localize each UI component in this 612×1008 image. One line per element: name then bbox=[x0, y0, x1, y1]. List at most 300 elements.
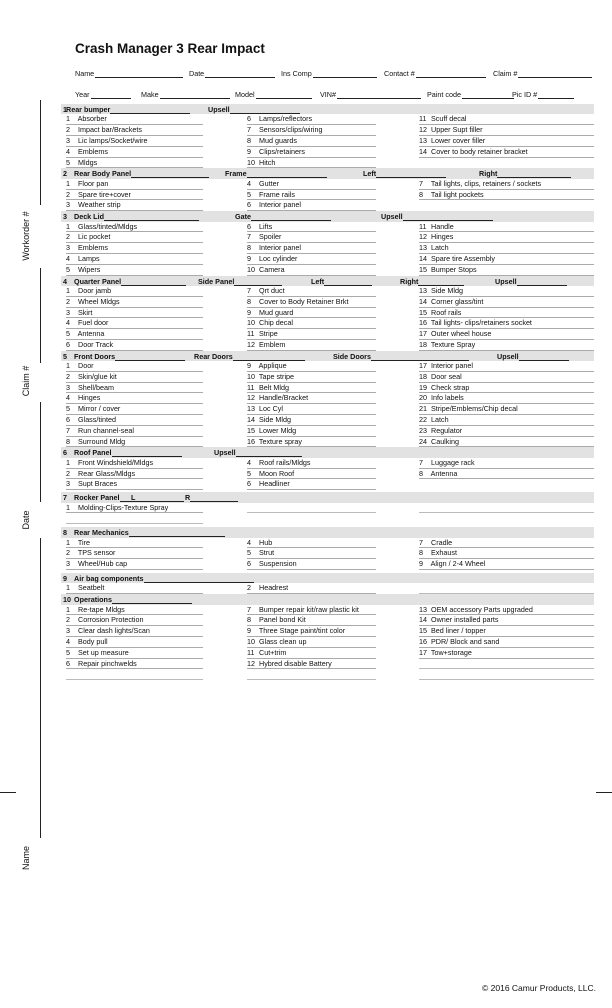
item-label: Door seal bbox=[431, 371, 462, 381]
blank-line[interactable] bbox=[247, 503, 376, 514]
section-extra-line[interactable] bbox=[497, 171, 571, 178]
checklist-item[interactable] bbox=[247, 243, 376, 254]
checklist-item[interactable] bbox=[247, 136, 376, 147]
checklist-item[interactable] bbox=[247, 179, 376, 190]
item-number: 14 bbox=[247, 415, 255, 425]
item-number: 3 bbox=[66, 626, 70, 636]
checklist-item[interactable] bbox=[247, 648, 376, 659]
item-label: Stripe/Emblems/Chip decal bbox=[431, 404, 518, 414]
checklist-item[interactable] bbox=[419, 415, 594, 426]
checklist-item[interactable] bbox=[66, 469, 203, 480]
item-number: 8 bbox=[247, 296, 251, 306]
item-number: 5 bbox=[247, 548, 251, 558]
section-extra-line[interactable] bbox=[233, 354, 305, 361]
checklist-item[interactable] bbox=[66, 125, 203, 136]
item-label: Seatbelt bbox=[78, 583, 105, 593]
section-number: 3 bbox=[63, 212, 67, 222]
checklist-item[interactable] bbox=[419, 114, 594, 125]
checklist-item[interactable] bbox=[66, 361, 203, 372]
item-number: 5 bbox=[66, 404, 70, 414]
item-number: 3 bbox=[66, 479, 70, 489]
section-4-row bbox=[61, 286, 594, 297]
checklist-item[interactable] bbox=[247, 383, 376, 394]
checklist-item[interactable] bbox=[247, 232, 376, 243]
checklist-item[interactable] bbox=[247, 297, 376, 308]
checklist-item[interactable] bbox=[419, 318, 594, 329]
checklist-item[interactable] bbox=[66, 318, 203, 329]
item-number: 2 bbox=[247, 583, 251, 593]
side-rule-mid2 bbox=[40, 402, 41, 502]
item-number: 3 bbox=[66, 135, 70, 145]
section-3-row bbox=[61, 265, 594, 276]
checklist-item[interactable] bbox=[66, 583, 203, 594]
section-extra-label: Right bbox=[479, 169, 498, 179]
checklist-item[interactable] bbox=[419, 559, 594, 570]
item-number: 9 bbox=[247, 361, 251, 371]
fold-mark-left bbox=[0, 792, 16, 793]
section-2-row bbox=[61, 200, 594, 211]
checklist-item[interactable] bbox=[419, 243, 594, 254]
checklist-item[interactable] bbox=[66, 415, 203, 426]
checklist-item[interactable] bbox=[247, 222, 376, 233]
item-number: 11 bbox=[419, 114, 427, 124]
item-number: 16 bbox=[247, 436, 255, 446]
checklist-item[interactable] bbox=[419, 190, 594, 201]
blank-line[interactable] bbox=[419, 583, 594, 594]
item-label: Emblems bbox=[78, 243, 108, 253]
checklist-item[interactable] bbox=[419, 265, 594, 276]
item-label: Lamps/reflectors bbox=[259, 114, 313, 124]
item-number: 4 bbox=[247, 457, 251, 467]
section-extra-line[interactable] bbox=[403, 214, 493, 221]
item-number: 1 bbox=[66, 604, 70, 614]
item-label: Weather strip bbox=[78, 200, 121, 210]
item-label: Cut+trim bbox=[259, 647, 287, 657]
item-label: Body pull bbox=[78, 636, 108, 646]
checklist-item[interactable] bbox=[247, 615, 376, 626]
checklist-item[interactable] bbox=[66, 637, 203, 648]
item-label: Texture Spray bbox=[430, 339, 476, 349]
checklist-item[interactable] bbox=[247, 329, 376, 340]
paint-code-field[interactable]: Paint code bbox=[427, 90, 514, 99]
section-3-row bbox=[61, 254, 594, 265]
item-number: 2 bbox=[66, 189, 70, 199]
section-extra-label: Upsell bbox=[495, 276, 517, 286]
section-header-8 bbox=[61, 527, 594, 537]
item-label: Bed liner / topper bbox=[431, 626, 486, 636]
checklist-item[interactable] bbox=[419, 404, 594, 415]
checklist-item[interactable] bbox=[247, 538, 376, 549]
vin-field[interactable]: VIN# bbox=[320, 90, 421, 99]
section-4-row bbox=[61, 297, 594, 308]
checklist-item[interactable] bbox=[419, 286, 594, 297]
checklist-item[interactable] bbox=[247, 404, 376, 415]
section-header-10 bbox=[61, 594, 594, 604]
item-label: Cradle bbox=[431, 537, 453, 547]
section-1-row bbox=[61, 147, 594, 158]
checklist-item[interactable] bbox=[247, 637, 376, 648]
item-number: 5 bbox=[66, 647, 70, 657]
item-label: Door bbox=[78, 361, 94, 371]
checklist-item[interactable] bbox=[66, 372, 203, 383]
section-1-row bbox=[61, 136, 594, 147]
checklist-item[interactable] bbox=[66, 254, 203, 265]
item-number: 1 bbox=[66, 537, 70, 547]
item-label: Regulator bbox=[431, 425, 463, 435]
checklist-item[interactable] bbox=[66, 559, 203, 570]
item-number: 4 bbox=[66, 318, 70, 328]
checklist-item[interactable] bbox=[66, 308, 203, 319]
year-field[interactable]: Year bbox=[75, 90, 131, 99]
checklist-item[interactable] bbox=[66, 265, 203, 276]
section-extra-line[interactable] bbox=[324, 279, 372, 286]
checklist-item[interactable] bbox=[247, 125, 376, 136]
date-field[interactable]: Date bbox=[189, 69, 275, 78]
item-number: 2 bbox=[66, 232, 70, 242]
checklist-item[interactable] bbox=[419, 437, 594, 448]
checklist-item[interactable] bbox=[419, 469, 594, 480]
item-number: 17 bbox=[419, 329, 427, 339]
item-label: Front Windshield/Mldgs bbox=[78, 457, 154, 467]
checklist-item[interactable] bbox=[247, 426, 376, 437]
item-label: Outer wheel house bbox=[431, 329, 492, 339]
section-title-line[interactable] bbox=[110, 107, 190, 114]
item-number: 11 bbox=[247, 329, 255, 339]
section-extra-line[interactable] bbox=[251, 214, 331, 221]
section-6-row bbox=[61, 479, 594, 490]
section-extra-field bbox=[495, 277, 567, 286]
section-10-row bbox=[61, 669, 594, 680]
item-label: Run channel-seal bbox=[78, 425, 134, 435]
item-number: 17 bbox=[419, 647, 427, 657]
checklist-item[interactable] bbox=[419, 626, 594, 637]
item-number: 4 bbox=[66, 636, 70, 646]
checklist-item[interactable] bbox=[66, 190, 203, 201]
item-label: Bumper repair kit/raw plastic kit bbox=[259, 604, 359, 614]
checklist-item[interactable] bbox=[66, 329, 203, 340]
section-header-9 bbox=[61, 573, 594, 583]
item-label: Side Mldg bbox=[431, 285, 463, 295]
blank-line[interactable] bbox=[419, 659, 594, 670]
section-title-line[interactable] bbox=[144, 576, 254, 583]
section-extra-label: Side Doors bbox=[333, 351, 371, 361]
section-2-row bbox=[61, 190, 594, 201]
claim-field[interactable]: Claim # bbox=[493, 69, 592, 78]
section-title-line[interactable] bbox=[104, 214, 199, 221]
blank-line[interactable] bbox=[66, 669, 203, 680]
item-label: Three Stage paint/tint color bbox=[258, 626, 346, 636]
section-1-row bbox=[61, 114, 594, 125]
section-title-line[interactable] bbox=[112, 450, 182, 457]
header-row-1 bbox=[75, 69, 595, 81]
item-number: 1 bbox=[66, 361, 70, 371]
item-number: 3 bbox=[66, 307, 70, 317]
item-label: PDR/ Block and sand bbox=[431, 636, 500, 646]
section-extra-label: Upsell bbox=[497, 351, 519, 361]
checklist-item[interactable] bbox=[419, 426, 594, 437]
checklist-item[interactable] bbox=[247, 393, 376, 404]
checklist-item[interactable] bbox=[419, 329, 594, 340]
section-4-row bbox=[61, 329, 594, 340]
section-10-row bbox=[61, 637, 594, 648]
checklist-item[interactable] bbox=[247, 548, 376, 559]
blank-line[interactable] bbox=[247, 669, 376, 680]
section-extra-field bbox=[185, 493, 238, 502]
item-label: Lic lamps/Socket/wire bbox=[78, 135, 148, 145]
item-number: 8 bbox=[247, 243, 251, 253]
item-number: 3 bbox=[66, 200, 70, 210]
checklist-item[interactable] bbox=[247, 583, 376, 594]
section-7-row bbox=[61, 503, 594, 514]
checklist-item[interactable] bbox=[247, 479, 376, 490]
checklist-item[interactable] bbox=[66, 147, 203, 158]
item-number: 7 bbox=[247, 125, 251, 135]
checklist-item[interactable] bbox=[66, 340, 203, 351]
checklist-item[interactable] bbox=[66, 114, 203, 125]
checklist-item[interactable] bbox=[247, 190, 376, 201]
checklist-item[interactable] bbox=[247, 469, 376, 480]
item-number: 10 bbox=[247, 264, 255, 274]
checklist-item[interactable] bbox=[66, 479, 203, 490]
item-number: 1 bbox=[66, 178, 70, 188]
item-number: 15 bbox=[419, 626, 427, 636]
checklist-item[interactable] bbox=[66, 605, 203, 616]
checklist-item[interactable] bbox=[247, 361, 376, 372]
checklist-item[interactable] bbox=[419, 605, 594, 616]
section-number: 10 bbox=[63, 595, 71, 605]
checklist-item[interactable] bbox=[66, 393, 203, 404]
checklist-item[interactable] bbox=[247, 626, 376, 637]
item-number: 8 bbox=[247, 615, 251, 625]
fold-mark-right bbox=[596, 792, 612, 793]
section-title-line[interactable] bbox=[121, 279, 186, 286]
section-extra-label: Left bbox=[363, 169, 377, 179]
checklist-item[interactable] bbox=[247, 415, 376, 426]
section-extra-line[interactable] bbox=[376, 171, 446, 178]
section-extra-line[interactable] bbox=[190, 495, 238, 502]
item-label: Headrest bbox=[259, 583, 289, 593]
section-extra-field bbox=[198, 277, 282, 286]
checklist-item[interactable] bbox=[419, 361, 594, 372]
checklist-item[interactable] bbox=[66, 222, 203, 233]
checklist-item[interactable] bbox=[247, 659, 376, 670]
section-title bbox=[66, 105, 190, 114]
checklist-item[interactable] bbox=[419, 308, 594, 319]
checklist-item[interactable] bbox=[66, 659, 203, 670]
item-number: 1 bbox=[66, 285, 70, 295]
model-field[interactable]: Model bbox=[235, 90, 312, 99]
checklist-item[interactable] bbox=[247, 286, 376, 297]
checklist-item[interactable] bbox=[66, 158, 203, 169]
section-title-text: Deck Lid bbox=[74, 212, 104, 222]
item-label: Floor pan bbox=[78, 178, 109, 188]
item-label: Info labels bbox=[431, 393, 464, 403]
checklist-item[interactable] bbox=[247, 372, 376, 383]
checklist-item[interactable] bbox=[66, 383, 203, 394]
item-label: Wipers bbox=[78, 264, 101, 274]
item-label: Absorber bbox=[77, 114, 107, 124]
checklist-item[interactable] bbox=[419, 383, 594, 394]
blank-line[interactable] bbox=[66, 513, 203, 524]
name-field[interactable]: Name bbox=[75, 69, 183, 78]
section-extra-label: Left bbox=[311, 276, 325, 286]
section-title-line[interactable] bbox=[115, 354, 185, 361]
section-10-row bbox=[61, 648, 594, 659]
checklist-item[interactable] bbox=[66, 426, 203, 437]
checklist-item[interactable] bbox=[247, 147, 376, 158]
item-label: Exhaust bbox=[431, 548, 457, 558]
item-label: Emblem bbox=[259, 339, 286, 349]
item-number: 11 bbox=[247, 647, 255, 657]
item-label: Corner glass/tint bbox=[431, 296, 484, 306]
item-label: Spoiler bbox=[259, 232, 282, 242]
checklist-item[interactable] bbox=[247, 200, 376, 211]
checklist-item[interactable] bbox=[247, 605, 376, 616]
section-title bbox=[74, 574, 254, 583]
item-label: Suspension bbox=[259, 559, 297, 569]
checklist-item[interactable] bbox=[419, 548, 594, 559]
section-extra-line[interactable] bbox=[247, 171, 327, 178]
section-extra-line[interactable] bbox=[371, 354, 469, 361]
checklist-item[interactable] bbox=[66, 232, 203, 243]
section-title-line[interactable] bbox=[112, 597, 192, 604]
checklist-item[interactable] bbox=[66, 136, 203, 147]
section-extra-field bbox=[311, 277, 372, 286]
item-label: Handle/Bracket bbox=[259, 393, 309, 403]
section-title-text: Roof Panel bbox=[74, 448, 112, 458]
item-label: Repair pinchwelds bbox=[78, 658, 137, 668]
ins-comp-field[interactable]: Ins Comp bbox=[281, 69, 377, 78]
checklist-item[interactable] bbox=[419, 254, 594, 265]
checklist-item[interactable] bbox=[66, 243, 203, 254]
item-label: Emblems bbox=[78, 146, 108, 156]
item-label: Lamps bbox=[78, 253, 100, 263]
section-title-line[interactable] bbox=[129, 530, 225, 537]
section-extra-label: Frame bbox=[225, 169, 247, 179]
item-label: Hinges bbox=[78, 393, 101, 403]
item-label: Mud guard bbox=[259, 307, 294, 317]
section-title-text: Quarter Panel bbox=[74, 276, 122, 286]
checklist-item[interactable] bbox=[247, 308, 376, 319]
checklist-item[interactable] bbox=[419, 648, 594, 659]
make-field[interactable]: Make bbox=[141, 90, 230, 99]
checklist-item[interactable] bbox=[419, 615, 594, 626]
checklist-item[interactable] bbox=[66, 615, 203, 626]
checklist-item[interactable] bbox=[66, 200, 203, 211]
item-number: 14 bbox=[419, 296, 427, 306]
checklist-item[interactable] bbox=[419, 179, 594, 190]
checklist-item[interactable] bbox=[247, 318, 376, 329]
section-extra-line[interactable] bbox=[418, 279, 464, 286]
item-label: Surround Mldg bbox=[78, 436, 126, 446]
item-label: Stripe bbox=[259, 329, 278, 339]
section-extra-line[interactable] bbox=[519, 354, 569, 361]
checklist-item[interactable] bbox=[247, 265, 376, 276]
checklist-item[interactable] bbox=[66, 404, 203, 415]
item-label: Strut bbox=[259, 548, 275, 558]
checklist-item[interactable] bbox=[66, 548, 203, 559]
section-1-row bbox=[61, 158, 594, 169]
item-number: 2 bbox=[66, 615, 70, 625]
item-label: Corrosion Protection bbox=[78, 615, 144, 625]
item-number: 1 bbox=[66, 502, 70, 512]
item-label: Shell/beam bbox=[78, 382, 114, 392]
checklist-item[interactable] bbox=[419, 637, 594, 648]
checklist-item[interactable] bbox=[247, 437, 376, 448]
checklist-item[interactable] bbox=[247, 114, 376, 125]
section-title bbox=[74, 277, 186, 286]
blank-line[interactable] bbox=[419, 503, 594, 514]
item-number: 9 bbox=[247, 146, 251, 156]
checklist-item[interactable] bbox=[419, 136, 594, 147]
item-label: Upper Supt filler bbox=[431, 125, 483, 135]
section-header-2 bbox=[61, 168, 594, 178]
checklist-item[interactable] bbox=[247, 254, 376, 265]
item-number: 13 bbox=[419, 243, 427, 253]
item-label: Glass/tinted bbox=[78, 415, 116, 425]
item-label: Hub bbox=[259, 537, 273, 547]
item-label: Wheel/Hub cap bbox=[78, 559, 128, 569]
checklist-item[interactable] bbox=[419, 393, 594, 404]
contact-field[interactable]: Contact # bbox=[384, 69, 486, 78]
section-title-line[interactable] bbox=[131, 171, 209, 178]
checklist-item[interactable] bbox=[419, 125, 594, 136]
checklist-item[interactable] bbox=[247, 559, 376, 570]
item-number: 9 bbox=[247, 253, 251, 263]
item-label: Loc cylinder bbox=[259, 253, 298, 263]
section-5-row bbox=[61, 437, 594, 448]
item-number: 16 bbox=[419, 636, 427, 646]
checklist-item[interactable] bbox=[419, 340, 594, 351]
item-label: Mud guards bbox=[259, 135, 297, 145]
section-extra-line[interactable] bbox=[230, 107, 300, 114]
checklist-item[interactable] bbox=[419, 297, 594, 308]
item-number: 6 bbox=[66, 339, 70, 349]
checklist-item[interactable] bbox=[247, 340, 376, 351]
section-extra-line[interactable] bbox=[135, 495, 155, 502]
section-extra-line[interactable] bbox=[517, 279, 567, 286]
section-extra-label: Upsell bbox=[214, 448, 236, 458]
checklist-item[interactable] bbox=[66, 297, 203, 308]
section-extra-label: L bbox=[131, 493, 136, 503]
section-extra-line[interactable] bbox=[236, 450, 302, 457]
checklist-item[interactable] bbox=[66, 458, 203, 469]
checklist-item[interactable] bbox=[419, 372, 594, 383]
checklist-item[interactable] bbox=[66, 503, 203, 514]
checklist-item[interactable] bbox=[419, 147, 594, 158]
checklist-item[interactable] bbox=[247, 458, 376, 469]
blank-line[interactable] bbox=[419, 669, 594, 680]
checklist-item[interactable] bbox=[66, 626, 203, 637]
checklist-item[interactable] bbox=[419, 458, 594, 469]
checklist-item[interactable] bbox=[66, 437, 203, 448]
checklist-item[interactable] bbox=[419, 232, 594, 243]
section-title-text: Operations bbox=[74, 595, 112, 605]
checklist-item[interactable] bbox=[66, 648, 203, 659]
checklist-item[interactable] bbox=[66, 179, 203, 190]
checklist-item[interactable] bbox=[66, 538, 203, 549]
checklist-item[interactable] bbox=[247, 158, 376, 169]
checklist-item[interactable] bbox=[419, 538, 594, 549]
section-extra-line[interactable] bbox=[234, 279, 282, 286]
section-2-row bbox=[61, 179, 594, 190]
section-8-row bbox=[61, 548, 594, 559]
item-label: Latch bbox=[431, 243, 449, 253]
item-label: Hybred disable Battery bbox=[259, 658, 332, 668]
checklist-item[interactable] bbox=[66, 286, 203, 297]
pic-id-field[interactable]: Pic ID # bbox=[512, 90, 574, 99]
checklist-item[interactable] bbox=[419, 222, 594, 233]
